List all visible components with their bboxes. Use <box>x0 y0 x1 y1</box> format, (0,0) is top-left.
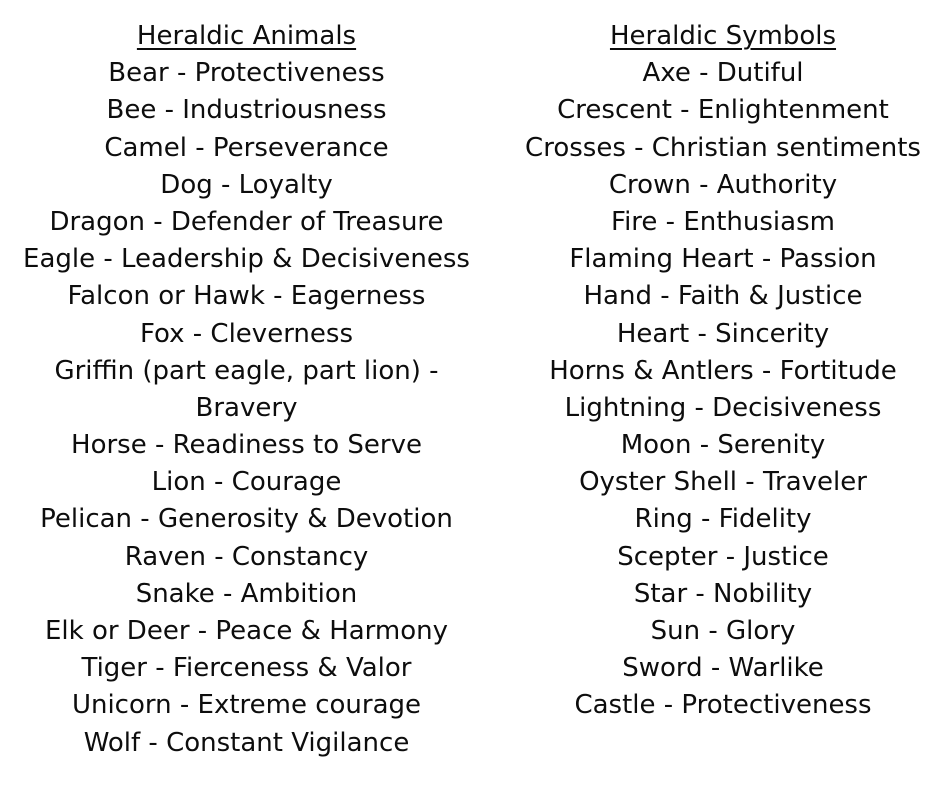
animal-entry: Bear - Protectiveness <box>108 58 385 89</box>
symbol-entry: Scepter - Justice <box>617 541 829 572</box>
symbol-entry: Ring - Fidelity <box>634 504 812 535</box>
symbol-entry: Oyster Shell - Traveler <box>579 467 867 498</box>
animal-entry: Griffin (part eagle, part lion) - <box>54 355 439 386</box>
animal-entry: Dragon - Defender of Treasure <box>49 206 444 237</box>
animal-entry: Elk or Deer - Peace & Harmony <box>44 616 449 646</box>
animal-entry: Fox - Cleverness <box>140 318 353 349</box>
animal-entry: Snake - Ambition <box>135 578 358 609</box>
animal-entry: Raven - Constancy <box>124 541 369 572</box>
symbol-entry: Sword - Warlike <box>622 653 824 684</box>
symbol-entry: Crown - Authority <box>608 169 838 200</box>
animal-entry: Camel - Perseverance <box>104 132 389 163</box>
symbol-entry: Castle - Protectiveness <box>574 690 872 721</box>
animal-entry: Bee - Industriousness <box>106 95 387 126</box>
symbol-entry: Moon - Serenity <box>620 430 826 461</box>
symbol-entry: Heart - Sincerity <box>616 318 830 349</box>
animal-entry: Wolf - Constant Vigilance <box>83 727 410 758</box>
symbol-entry: Star - Nobility <box>633 578 813 609</box>
animal-entry: Dog - Loyalty <box>160 169 333 200</box>
symbol-entry: Horns & Antlers - Fortitude <box>549 355 897 386</box>
animal-entry: Pelican - Generosity & Devotion <box>40 504 453 535</box>
animal-entry: Eagle - Leadership & Decisiveness <box>23 244 470 275</box>
heraldic-symbols-heading: Heraldic Symbols <box>609 21 837 51</box>
symbol-entry: Crescent - Enlightenment <box>557 95 889 126</box>
animal-entry: Horse - Readiness to Serve <box>71 430 422 461</box>
heraldic-animals-column <box>0 18 493 762</box>
symbol-entry: Hand - Faith & Justice <box>583 281 863 312</box>
heraldic-animals-list <box>0 55 493 762</box>
symbol-entry: Crosses - Christian sentiments <box>525 132 921 163</box>
animal-entry: Unicorn - Extreme courage <box>71 690 422 721</box>
symbol-entry: Sun - Glory <box>650 616 796 646</box>
heraldic-animals-heading: Heraldic Animals <box>136 21 357 51</box>
heraldic-symbols-column <box>515 18 931 725</box>
animal-entry: Falcon or Hawk - Eagerness <box>67 281 426 312</box>
animal-entry: Bravery <box>195 392 298 423</box>
heraldic-symbols-list <box>515 55 931 724</box>
animal-entry: Tiger - Fierceness & Valor <box>81 653 412 684</box>
animal-entry: Lion - Courage <box>151 467 342 498</box>
symbol-entry: Fire - Enthusiasm <box>611 206 835 237</box>
symbol-entry: Lightning - Decisiveness <box>564 392 882 423</box>
symbol-entry: Axe - Dutiful <box>642 58 804 89</box>
symbol-entry: Flaming Heart - Passion <box>569 244 877 275</box>
